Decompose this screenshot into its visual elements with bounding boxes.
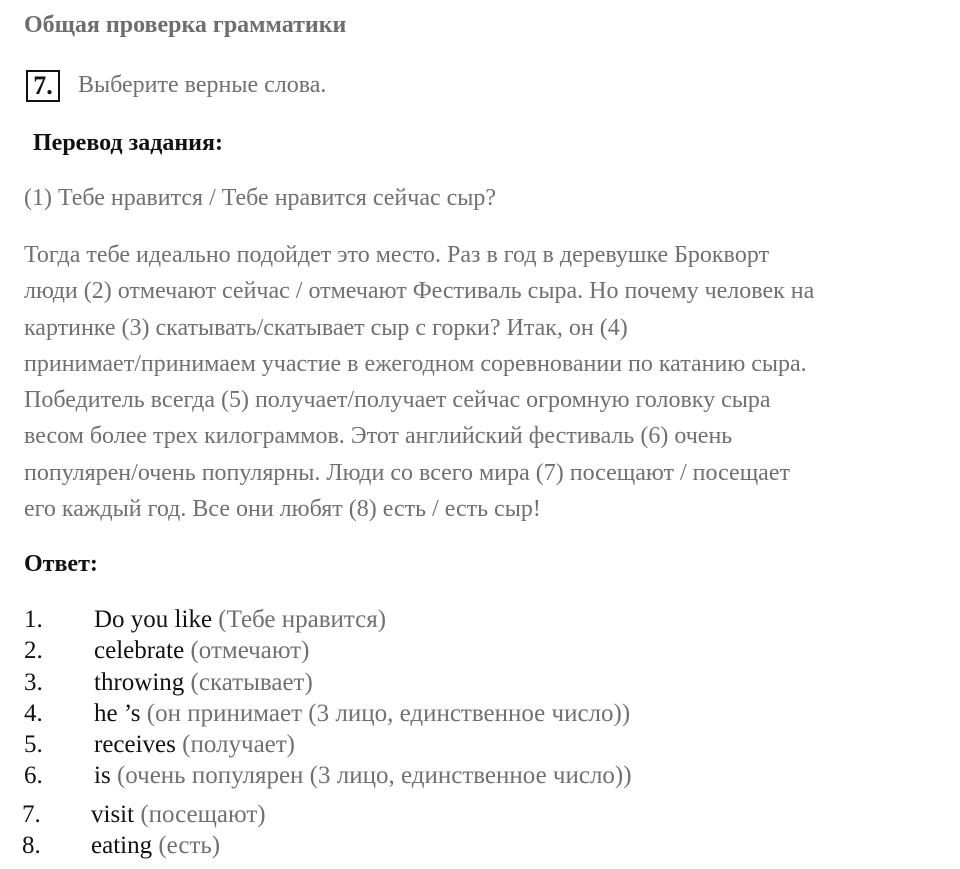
answer-russian: (отмечают) bbox=[184, 637, 310, 664]
answer-english: visit bbox=[91, 801, 135, 828]
paragraph-line: принимает/принимаем участие в ежегодном соревновании по катанию сыра. bbox=[24, 350, 807, 377]
answer-english: receives bbox=[94, 731, 176, 758]
answer-number: 2. bbox=[24, 637, 43, 664]
task-number-box: 7. bbox=[26, 70, 60, 102]
answer-russian: (очень популярен (3 лицо, единственное число)) bbox=[110, 762, 632, 789]
answer-russian: (есть) bbox=[152, 832, 221, 859]
paragraph-line: его каждый год. Все они любят (8) есть / есть сыр! bbox=[24, 496, 541, 523]
section-title: Общая проверка грамматики bbox=[24, 12, 347, 38]
answer-russian: (получает) bbox=[175, 731, 296, 758]
translation-paragraph bbox=[24, 237, 944, 527]
paragraph-line: Тогда тебе идеально подойдет это место. Раз в год в деревушке Броквoрт bbox=[24, 242, 770, 268]
answer-russian: (он принимает (3 лицо, единственное число)) bbox=[140, 700, 631, 727]
answer-english: he ’s bbox=[94, 700, 141, 727]
answer-text bbox=[94, 606, 386, 634]
answer-number: 8. bbox=[22, 832, 41, 859]
answer-text bbox=[91, 832, 220, 860]
answer-english: Do you like bbox=[94, 606, 213, 633]
answer-text bbox=[91, 801, 266, 829]
paragraph-line: картинке (3) скатывать/скатывает сыр с горки? Итак, он (4) bbox=[24, 314, 628, 341]
answer-text bbox=[94, 700, 630, 728]
paragraph-line: Победитель всегда (5) получает/получает сейчас огромную головку сыра bbox=[24, 387, 771, 414]
answer-text bbox=[94, 637, 309, 665]
paragraph-line: популярен/очень популярны. Люди со всего мира (7) посещают / посещает bbox=[24, 459, 790, 486]
answer-number: 5. bbox=[24, 731, 43, 758]
answer-russian: (посещают) bbox=[134, 801, 266, 828]
answer-english: throwing bbox=[94, 669, 185, 696]
translation-heading: Перевод задания: bbox=[33, 130, 223, 156]
paragraph-line: весом более трех килограммов. Этот английский фестиваль (6) очень bbox=[24, 423, 733, 450]
translation-question: (1) Тебе нравится / Тебе нравится сейчас сыр? bbox=[24, 185, 497, 211]
answer-text bbox=[94, 669, 313, 697]
answer-russian: (скатывает) bbox=[184, 669, 313, 696]
answer-number: 7. bbox=[22, 801, 41, 828]
answer-number: 3. bbox=[24, 669, 43, 696]
task-instruction: Выберите верные слова. bbox=[78, 72, 327, 98]
answer-english: celebrate bbox=[94, 637, 185, 664]
answer-number: 1. bbox=[24, 606, 43, 633]
answer-english: is bbox=[94, 762, 111, 789]
answer-english: eating bbox=[91, 832, 153, 859]
answer-text bbox=[94, 731, 295, 759]
answer-number: 4. bbox=[24, 700, 43, 727]
answer-number: 6. bbox=[24, 762, 43, 789]
answer-heading: Ответ: bbox=[24, 551, 98, 577]
answer-russian: (Тебе нравится) bbox=[212, 606, 387, 633]
answer-text bbox=[94, 762, 632, 790]
paragraph-line: люди (2) отмечают сейчас / отмечают Фестиваль сыра. Но почему человек на bbox=[24, 278, 815, 305]
